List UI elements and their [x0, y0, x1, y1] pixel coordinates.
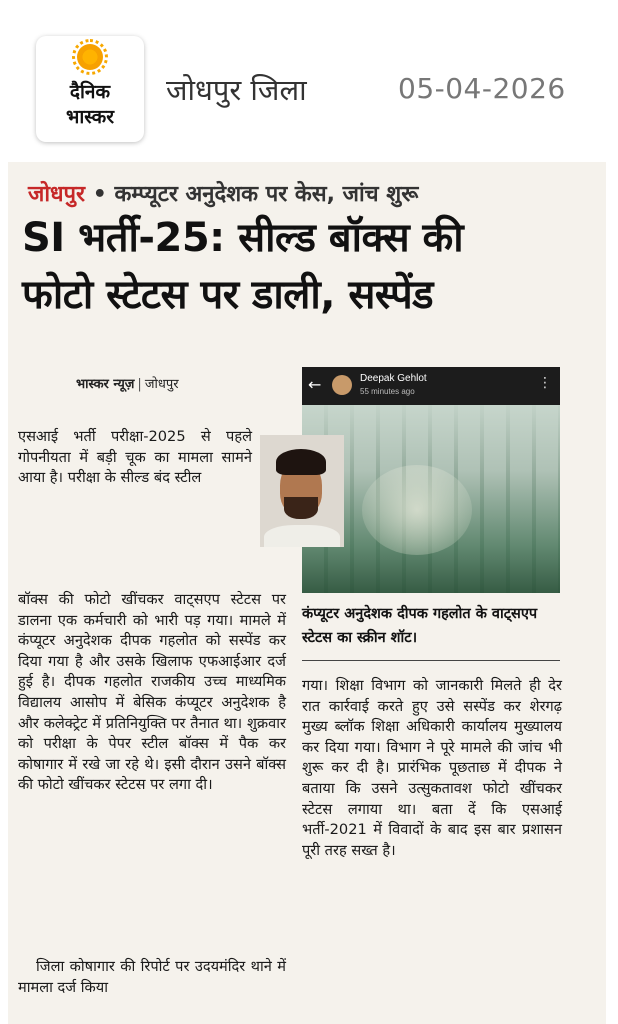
edition-date: 05-04-2026	[398, 72, 566, 105]
caption-divider	[302, 660, 560, 661]
portrait-shirt	[264, 525, 340, 547]
more-options-icon: ⋮	[538, 375, 552, 391]
logo-text-line2: भास्कर	[65, 106, 115, 128]
photo-light	[362, 465, 472, 555]
news-clipping	[8, 162, 606, 1024]
edition-district: जोधपुर जिला	[166, 73, 307, 107]
kicker-text: कम्प्यूटर अनुदेशक पर केस, जांच शुरू	[114, 182, 419, 207]
headline-line-1: SI भर्ती-25: सील्ड बॉक्स की	[22, 215, 464, 261]
back-arrow-icon: ←	[308, 375, 322, 394]
byline-location: जोधपुर	[144, 377, 179, 392]
portrait-hair	[276, 449, 326, 475]
status-top-bar	[302, 367, 560, 405]
article-paragraph-4: गया। शिक्षा विभाग को जानकारी मिलते ही देर रात कार्रवाई करते हुए उसे सस्पेंड कर शेरगढ़ मुख्य ब्लॉक शिक्षा अधिकारी कार्यालय मुख्यालय कर दिया गया। विभाग ने पूरे मामले की जांच भी शुरू कर दी है। प्रारंभिक पूछताछ में दीपक ने बताया कि उसने उत्सुकतावश फोटो खींचकर स्टेटस लगाया था। बता दें कि एसआई भर्ती-2021 में विवादों के बाद इस बार प्रशासन पूरी तरह सख्त है।	[302, 677, 562, 859]
article-paragraph-1: एसआई भर्ती परीक्षा-2025 से पहले गोपनीयता में बड़ी चूक का मामला सामने आया है। परीक्षा के सील्ड बंद स्टील	[18, 428, 252, 487]
photo-caption: कंप्यूटर अनुदेशक दीपक गहलोत के वाट्सएप स्टेटस का स्क्रीन शॉट।	[302, 606, 538, 646]
avatar	[332, 375, 352, 395]
dainik-bhaskar-logo	[36, 36, 144, 142]
kicker-bullet: •	[92, 182, 115, 207]
byline-separator: |	[137, 377, 142, 392]
accused-portrait	[260, 435, 344, 547]
sun-icon	[77, 44, 103, 70]
status-time: 55 minutes ago	[360, 387, 415, 396]
article-paragraph-3: जिला कोषागार की रिपोर्ट पर उदयमंदिर थाने में मामला दर्ज किया	[18, 958, 286, 996]
article-paragraph-2: बॉक्स की फोटो खींचकर वाट्सएप स्टेटस पर डालना एक कर्मचारी को भारी पड़ गया। मामले में कंप्यूटर अनुदेशक दीपक गहलोत को सस्पेंड कर दिया गया है और उसके खिलाफ एफआईआर दर्ज हुई है। दीपक गहलोत राजकीय उच्च माध्यमिक विद्यालय आसोप में बेसिक कंप्यूटर अनुदेशक है और कलेक्ट्रेट में प्रतिनियुक्ति पर तैनात था। शुक्रवार को परीक्षा के पेपर स्टील बॉक्स में पैक कर कोषागार में रखे जा रहे थे। इसी दौरान उसने बॉक्स की फोटो खींचकर स्टेटस पर लगा दी।	[18, 591, 286, 794]
portrait-beard	[284, 497, 318, 519]
status-user-name: Deepak Gehlot	[360, 373, 427, 384]
article-kicker	[28, 178, 418, 208]
newspaper-header	[0, 0, 618, 162]
headline-line-2: फोटो स्टेटस पर डाली, सस्पेंड	[22, 272, 434, 318]
kicker-city: जोधपुर	[28, 182, 86, 207]
logo-text-line1: दैनिक	[69, 81, 111, 103]
byline	[76, 374, 179, 392]
byline-source: भास्कर न्यूज़	[76, 377, 135, 392]
